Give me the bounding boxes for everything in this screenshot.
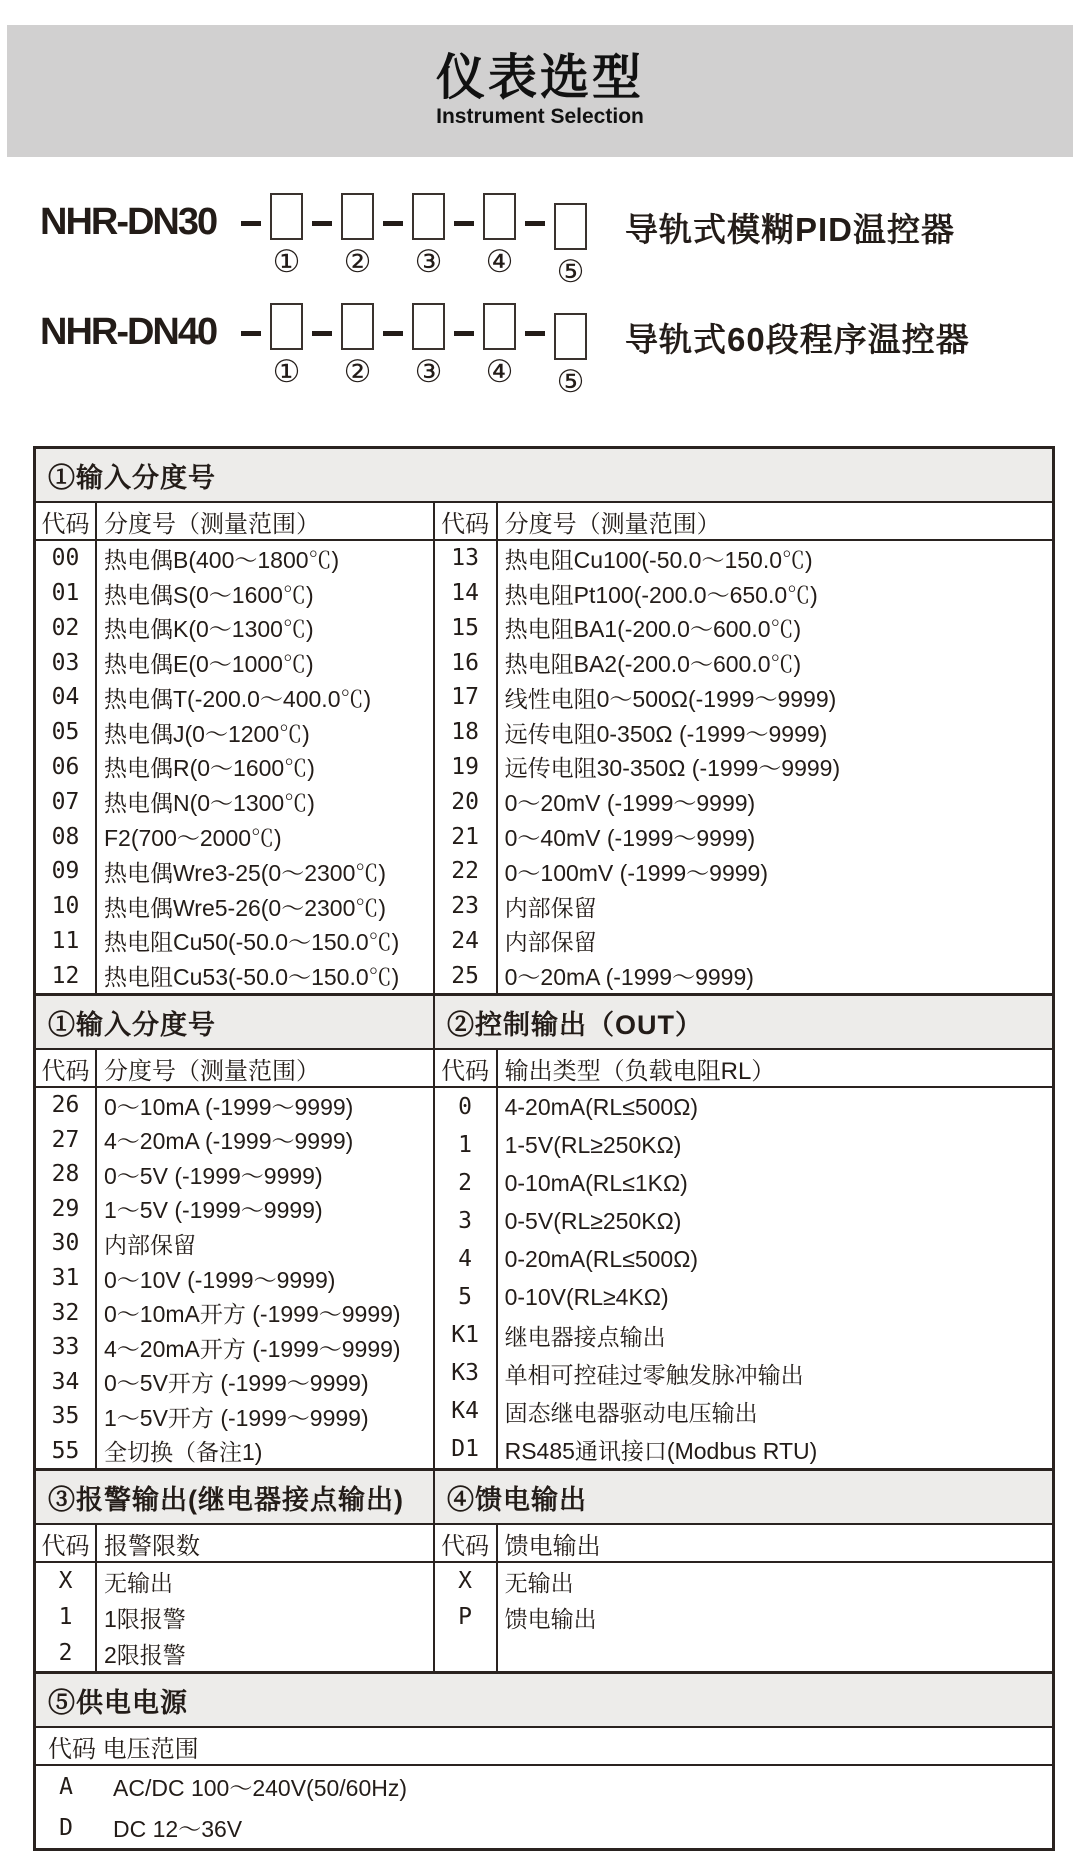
table-row: [435, 645, 1052, 680]
order-code-box: [412, 303, 445, 350]
table-row: [435, 889, 1052, 924]
order-code-boxes: [232, 303, 587, 400]
table-row: [36, 1766, 1052, 1807]
code-cell: 03: [51, 649, 80, 676]
section-title: ①输入分度号: [48, 463, 216, 493]
table-row: [435, 923, 1052, 958]
table-row: [36, 1157, 433, 1192]
section-band: [36, 1674, 1052, 1728]
order-code-box: [341, 193, 374, 240]
code-cell: K4: [451, 1398, 479, 1424]
table-row: [36, 958, 433, 993]
table-row: [36, 1192, 433, 1227]
position-number: ②: [343, 244, 372, 279]
code-cell: 13: [451, 545, 479, 572]
desc-cell: F2(700～2000℃): [104, 825, 282, 851]
desc-cell: 0-10V(RL≥4KΩ): [504, 1283, 669, 1310]
desc-cell: 热电偶B(400～1800℃): [104, 546, 340, 573]
desc-cell: 1限报警: [104, 1605, 186, 1632]
order-code-segment: [270, 193, 303, 290]
code-rows: [36, 1766, 1052, 1848]
desc-cell: 2限报警: [104, 1641, 186, 1668]
desc-cell: 继电器接点输出: [504, 1323, 666, 1350]
code-cell: 21: [451, 823, 479, 850]
section-input-graduation-1: [36, 449, 1052, 993]
section-input-and-control-output: [36, 993, 1052, 1468]
position-number: ①: [272, 244, 301, 279]
table-row: [435, 784, 1052, 819]
table-row: [435, 819, 1052, 854]
desc-cell: 0～20mV (-1999～9999): [504, 790, 756, 817]
table-row: [36, 576, 433, 611]
desc-cell: 热电阻BA1(-200.0～600.0℃): [504, 616, 802, 643]
code-cell: 06: [51, 753, 80, 780]
model-line-dn40: [40, 303, 1080, 413]
position-number: ②: [343, 354, 372, 389]
desc-cell: 1～5V (-1999～9999): [104, 1197, 323, 1224]
table-row: [36, 819, 433, 854]
code-cell: 10: [51, 893, 80, 920]
table-row: [36, 1330, 433, 1365]
code-cell: D1: [451, 1436, 479, 1462]
code-cell: 3: [458, 1208, 473, 1234]
model-line-dn30: [40, 193, 1080, 303]
desc-cell: RS485通讯接口(Modbus RTU): [504, 1437, 818, 1464]
table-row: [435, 1599, 1052, 1635]
desc-cell: 内部保留: [104, 1231, 196, 1258]
code-cell: 02: [51, 614, 80, 641]
table-row: [36, 1599, 433, 1635]
table-row: [36, 784, 433, 819]
code-cell: 23: [451, 893, 479, 920]
feed-output-pane: [435, 1525, 1052, 1671]
desc-cell: 热电偶J(0～1200℃): [104, 720, 310, 747]
desc-cell: 内部保留: [504, 894, 597, 921]
table-row: [36, 1088, 433, 1123]
table-row: [36, 1364, 433, 1399]
table-row: [435, 576, 1052, 611]
order-code-segment: [412, 303, 445, 400]
header-code: 代码: [41, 1532, 90, 1560]
desc-cell: 热电偶Wre5-26(0～2300℃): [104, 894, 387, 921]
order-code-segment: [554, 203, 587, 290]
desc-cell: 热电偶T(-200.0～400.0℃): [104, 685, 372, 712]
code-rows: [435, 541, 1052, 993]
table-row: [36, 854, 433, 889]
code-cell: P: [458, 1604, 473, 1630]
desc-cell: 4～20mA (-1999～9999): [104, 1128, 354, 1155]
position-number: ③: [414, 354, 443, 389]
code-cell: 19: [451, 753, 479, 780]
desc-cell: 4-20mA(RL≤500Ω): [504, 1093, 699, 1120]
selection-table: [33, 446, 1055, 1851]
code-cell: 28: [51, 1161, 80, 1188]
code-cell: 12: [51, 962, 80, 989]
table-row: [435, 1088, 1052, 1126]
dash-separator: [383, 221, 403, 226]
desc-cell: 热电阻Cu100(-50.0～150.0℃): [504, 546, 813, 573]
dash-separator: [454, 221, 474, 226]
code-cell: 00: [51, 545, 80, 572]
dash-separator: [241, 221, 261, 226]
code-cell: 16: [451, 649, 479, 676]
table-row: [36, 1807, 1052, 1848]
table-row: [435, 715, 1052, 750]
table-row: [36, 611, 433, 646]
code-cell: K1: [451, 1322, 479, 1348]
header-code: 代码: [41, 1057, 90, 1085]
code-cell: 31: [51, 1265, 80, 1291]
order-code-segment: [483, 303, 516, 400]
desc-cell: 0-20mA(RL≤500Ω): [504, 1245, 699, 1272]
code-cell: K3: [451, 1360, 479, 1386]
code-cell: 1: [458, 1132, 473, 1158]
desc-cell: 线性电阻0～500Ω(-1999～9999): [504, 685, 837, 712]
alarm-output-pane: [36, 1525, 435, 1671]
desc-cell: 热电阻Pt100(-200.0～650.0℃): [504, 581, 818, 608]
column-headers: [435, 503, 1052, 541]
table-row: [435, 1202, 1052, 1240]
code-cell: 11: [51, 927, 80, 954]
column-headers: [435, 1050, 1052, 1088]
code-cell: 20: [451, 788, 479, 815]
desc-cell: 远传电阻30-350Ω (-1999～9999): [504, 755, 841, 782]
desc-cell: 0～20mA (-1999～9999): [504, 964, 754, 991]
desc-cell: 热电偶Wre3-25(0～2300℃): [104, 859, 387, 886]
desc-cell: 全切换（备注1): [104, 1439, 263, 1466]
table-row: [435, 1392, 1052, 1430]
order-code-segment: [554, 313, 587, 400]
table-row: [36, 923, 433, 958]
code-cell: A: [59, 1773, 73, 1800]
code-cell: 1: [58, 1604, 73, 1630]
table-row: [36, 889, 433, 924]
order-code-segment: [341, 303, 374, 400]
order-code-box: [483, 193, 516, 240]
code-cell: 18: [451, 719, 479, 746]
desc-cell: DC 12～36V: [113, 1816, 243, 1842]
control-output-pane: [435, 1050, 1052, 1468]
dash-separator: [454, 331, 474, 336]
code-cell: X: [458, 1568, 473, 1594]
dash-separator: [525, 221, 545, 226]
code-cell: 01: [51, 580, 80, 607]
table-row: [36, 680, 433, 715]
page-subtitle: Instrument Selection: [436, 104, 644, 128]
table-row: [435, 680, 1052, 715]
position-number: ①: [272, 354, 301, 389]
desc-cell: 0～10mA (-1999～9999): [104, 1093, 354, 1120]
model-code-diagrams: [40, 193, 1080, 413]
table-row: [435, 1278, 1052, 1316]
desc-cell: 热电阻Cu53(-50.0～150.0℃): [104, 964, 400, 991]
header-desc: 馈电输出: [504, 1532, 601, 1560]
model-description: 导轨式模糊PID温控器: [625, 211, 956, 248]
code-cell: 22: [451, 858, 479, 885]
table-row: [435, 1563, 1052, 1599]
table-row: [36, 715, 433, 750]
desc-cell: 热电偶R(0～1600℃): [104, 755, 315, 782]
order-code-segment: [483, 193, 516, 290]
code-cell: 55: [51, 1437, 80, 1464]
desc-cell: 热电阻BA2(-200.0～600.0℃): [504, 651, 802, 678]
header-code: 代码: [41, 510, 90, 538]
desc-cell: 热电偶K(0～1300℃): [104, 616, 314, 643]
desc-cell: 热电阻Cu50(-50.0～150.0℃): [104, 929, 400, 956]
table-row: [36, 1635, 433, 1671]
column-headers: [36, 1525, 433, 1563]
section-band: [36, 1471, 1052, 1525]
desc-cell: 内部保留: [504, 929, 597, 956]
table-row: [36, 1295, 433, 1330]
code-cell: D: [59, 1814, 73, 1841]
model-description: 导轨式60段程序温控器: [625, 321, 970, 358]
desc-cell: 0-10mA(RL≤1KΩ): [504, 1169, 688, 1196]
desc-cell: 固态继电器驱动电压输出: [504, 1399, 758, 1426]
code-cell: 17: [451, 684, 479, 711]
table-row: [36, 1261, 433, 1296]
position-number: ④: [485, 354, 514, 389]
code-cell: 35: [51, 1403, 80, 1430]
table-row: [36, 645, 433, 680]
section-alarm-and-feed-output: [36, 1468, 1052, 1671]
code-cell: 0: [458, 1094, 473, 1120]
dash-separator: [312, 331, 332, 336]
section-title-right: ②控制输出（OUT）: [447, 1010, 703, 1040]
code-cell: 2: [58, 1640, 73, 1666]
desc-cell: AC/DC 100～240V(50/60Hz): [113, 1775, 408, 1801]
order-code-box: [270, 193, 303, 240]
section-title: ⑤供电电源: [48, 1688, 188, 1718]
code-cell: 5: [458, 1284, 473, 1310]
order-code-box: [554, 203, 587, 250]
desc-cell: 0～10mA开方 (-1999～9999): [104, 1301, 401, 1328]
desc-cell: 馈电输出: [504, 1605, 597, 1632]
code-cell: 30: [51, 1230, 80, 1257]
model-name: NHR-DN40: [40, 311, 217, 353]
position-number: ⑤: [556, 254, 585, 289]
header-desc: 输出类型（负载电阻RL）: [504, 1057, 776, 1085]
desc-cell: 0～10V (-1999～9999): [104, 1266, 336, 1293]
order-code-segment: [341, 193, 374, 290]
table-row: [36, 1563, 433, 1599]
section-title-left: ③报警输出(继电器接点输出): [36, 1471, 435, 1523]
code-cell: 34: [51, 1368, 80, 1395]
code-cell: 4: [458, 1246, 473, 1272]
desc-cell: 4～20mA开方 (-1999～9999): [104, 1335, 401, 1362]
desc-cell: 1-5V(RL≥250KΩ): [504, 1131, 682, 1158]
code-cell: 05: [51, 719, 80, 746]
model-name: NHR-DN30: [40, 201, 217, 243]
order-code-box: [412, 193, 445, 240]
table-row: [435, 541, 1052, 576]
desc-cell: 热电偶E(0～1000℃): [104, 651, 314, 678]
table-row: [435, 1164, 1052, 1202]
code-rows: [36, 541, 433, 993]
page-banner: [7, 25, 1073, 157]
input-codes-pane: [36, 1050, 435, 1468]
code-cell: 07: [51, 788, 80, 815]
table-row: [36, 1123, 433, 1158]
table-row: [435, 750, 1052, 785]
column-headers: [36, 503, 433, 541]
table-row: [36, 750, 433, 785]
code-cell: 15: [451, 614, 479, 641]
code-rows: [36, 1563, 433, 1671]
dash-separator: [241, 331, 261, 336]
table-row: [36, 541, 433, 576]
order-code-segment: [412, 193, 445, 290]
header-desc: 分度号（测量范围）: [504, 510, 721, 538]
header-desc: 报警限数: [104, 1532, 200, 1560]
section-title-left: ①输入分度号: [36, 996, 435, 1048]
desc-cell: 无输出: [104, 1569, 173, 1596]
desc-cell: 单相可控硅过零触发脉冲输出: [504, 1361, 804, 1388]
column-headers: [36, 1050, 433, 1088]
order-code-boxes: [232, 193, 587, 290]
table-row: [435, 1240, 1052, 1278]
header-code: 代码: [441, 1057, 490, 1085]
dash-separator: [525, 331, 545, 336]
desc-cell: 0～40mV (-1999～9999): [504, 825, 756, 851]
header-desc: 分度号（测量范围）: [104, 510, 320, 538]
position-number: ⑤: [556, 364, 585, 399]
desc-cell: 0-5V(RL≥250KΩ): [504, 1207, 682, 1234]
code-cell: 29: [51, 1195, 80, 1222]
desc-cell: 热电偶N(0～1300℃): [104, 790, 315, 817]
table-row: [435, 611, 1052, 646]
code-cell: 08: [51, 823, 80, 850]
power-header: 代码 电压范围: [36, 1728, 1052, 1766]
position-number: ③: [414, 244, 443, 279]
order-code-box: [270, 303, 303, 350]
code-rows: [36, 1088, 433, 1468]
section-band: [36, 449, 1052, 503]
section-power-supply: [36, 1671, 1052, 1848]
code-cell: 27: [51, 1126, 80, 1153]
section-title-right: ④馈电输出: [447, 1485, 587, 1515]
table-row: [36, 1226, 433, 1261]
column-headers: [435, 1525, 1052, 1563]
desc-cell: 0～5V (-1999～9999): [104, 1162, 323, 1189]
table-row: [435, 1126, 1052, 1164]
table-row: [36, 1399, 433, 1434]
table-row: [435, 958, 1052, 993]
table-row: [435, 1316, 1052, 1354]
code-cell: 09: [51, 858, 80, 885]
header-code: 代码: [441, 510, 490, 538]
desc-cell: 0～5V开方 (-1999～9999): [104, 1370, 369, 1397]
table-row: [435, 854, 1052, 889]
dash-separator: [383, 331, 403, 336]
desc-cell: 无输出: [504, 1569, 574, 1596]
order-code-segment: [270, 303, 303, 400]
code-cell: 26: [51, 1092, 80, 1119]
code-cell: 32: [51, 1299, 80, 1326]
table-row: [435, 1430, 1052, 1468]
code-cell: 33: [51, 1334, 80, 1361]
input-codes-right-pane: [435, 503, 1052, 993]
code-cell: 14: [451, 580, 479, 607]
header-desc: 分度号（测量范围）: [104, 1057, 320, 1085]
order-code-box: [341, 303, 374, 350]
code-cell: 04: [51, 684, 80, 711]
table-row: [435, 1354, 1052, 1392]
code-rows: [435, 1088, 1052, 1468]
header-code: 代码: [441, 1532, 490, 1560]
page-title: 仪表选型: [435, 51, 644, 106]
code-rows: [435, 1563, 1052, 1671]
position-number: ④: [485, 244, 514, 279]
code-cell: X: [58, 1568, 73, 1594]
desc-cell: 热电偶S(0～1600℃): [104, 581, 314, 608]
desc-cell: 远传电阻0-350Ω (-1999～9999): [504, 720, 828, 747]
table-row: [36, 1433, 433, 1468]
dash-separator: [312, 221, 332, 226]
code-cell: 2: [458, 1170, 473, 1196]
desc-cell: 0～100mV (-1999～9999): [504, 859, 768, 886]
desc-cell: 1～5V开方 (-1999～9999): [104, 1404, 369, 1431]
code-cell: 24: [451, 927, 479, 954]
code-cell: 25: [451, 962, 479, 989]
order-code-box: [483, 303, 516, 350]
input-codes-left-pane: [36, 503, 435, 993]
order-code-box: [554, 313, 587, 360]
section-band: [36, 996, 1052, 1050]
